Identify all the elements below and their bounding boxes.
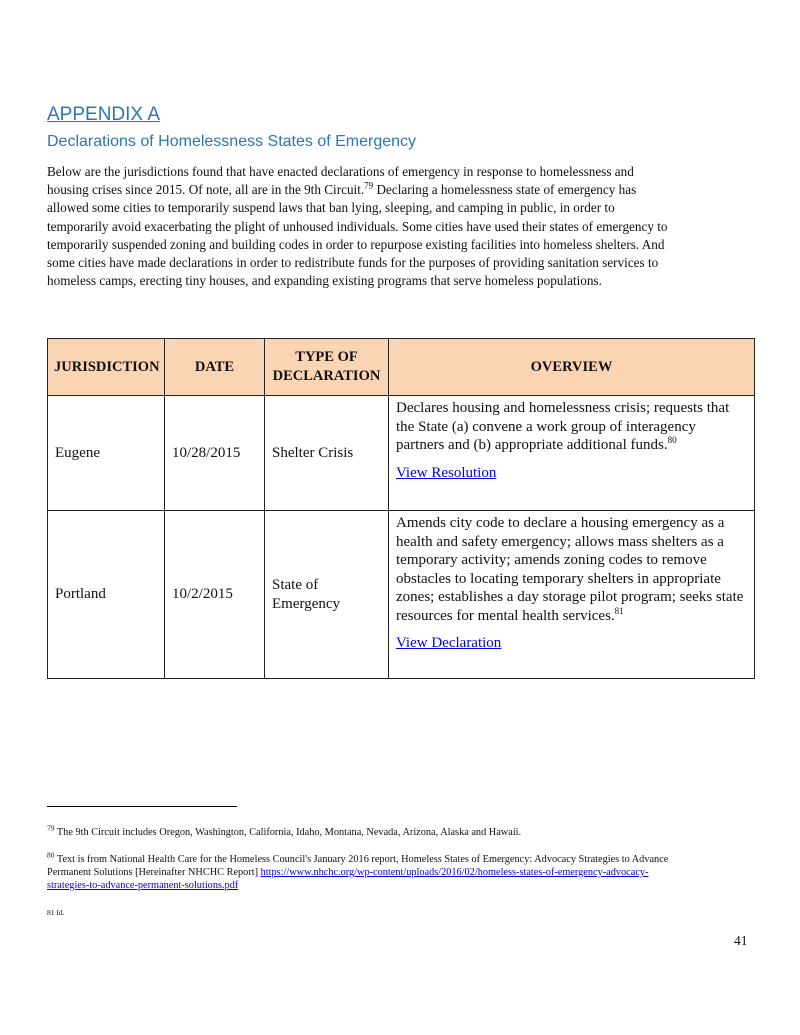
intro-text-before: Below are the jurisdictions found that have enacted declarations of emergency in response to homelessness and housing crises since 2015. Of note, all are in the 9th Circuit. [47, 164, 634, 198]
footnote-79-text: The 9th Circuit includes Oregon, Washington, California, Idaho, Montana, Nevada, Arizona, Alaska and Hawaii. [54, 827, 522, 838]
footnote-79-number: 79 [47, 823, 55, 833]
footnote-80 [47, 850, 687, 892]
cell-overview [389, 511, 755, 679]
intro-text-after: Declaring a homelessness state of emergency has allowed some cities to temporarily suspend laws that ban lying, sleeping, and camping in public, in order to temporarily avoid exacerbating the plight of unhoused individuals. Some cities have used their states of emergency to temporarily suspended zoning and building codes in order to repurpose existing facilities into homeless shelters. And some cities have made declarations in order to redistribute funds for the purposes of providing sanitation services to homeless camps, erecting tiny houses, and expanding existing programs that serve homeless populations. [47, 182, 668, 289]
cell-date: 10/28/2015 [165, 396, 265, 511]
cell-type: Shelter Crisis [265, 396, 389, 511]
intro-paragraph [47, 163, 677, 290]
appendix-heading: APPENDIX A [47, 104, 160, 125]
appendix-subheading: Declarations of Homelessness States of Emergency [47, 133, 417, 150]
header-date: DATE [165, 339, 265, 396]
declarations-table [47, 338, 755, 679]
footnote-divider [47, 806, 237, 807]
footnote-ref-80[interactable]: 80 [667, 435, 677, 445]
view-declaration-link[interactable]: View Declaration [396, 635, 502, 651]
table-row [48, 396, 755, 511]
footnote-80-number: 80 [47, 850, 55, 860]
nhchc-report-link[interactable]: https://www.nhchc.org/wp-content/uploads/2016/02/homeless-states-of-emergency-advocacy-strategies-to-advance-permanent-solutions.pdf [47, 867, 649, 891]
header-jurisdiction: JURISDICTION [48, 339, 165, 396]
page-number: 41 [734, 933, 748, 948]
cell-overview [389, 396, 755, 511]
table-header-row [48, 339, 755, 396]
overview-text [396, 514, 747, 625]
overview-body: Declares housing and homelessness crisis; requests that the State (a) convene a work group of interagency partners and (b) appropriate additional funds. [396, 400, 730, 453]
header-overview: OVERVIEW [389, 339, 755, 396]
footnote-81: 81 Id. [47, 908, 65, 917]
footnote-79 [47, 823, 687, 839]
table-row [48, 511, 755, 679]
cell-date: 10/2/2015 [165, 511, 265, 679]
overview-text [396, 399, 747, 455]
footnote-80-text: Text is from National Health Care for the Homeless Council's January 2016 report, Homeless States of Emergency: Advocacy Strategies to Advance Permanent Solutions [Hereinafter NHCHC Report] [47, 854, 669, 878]
overview-body: Amends city code to declare a housing emergency as a health and safety emergency; allows mass shelters as a temporary activity; amends zoning codes to remove obstacles to locating temporary shelters in appropriate zones; establishes a day storage pilot program; seeks state resources for mental health services. [396, 515, 744, 624]
view-resolution-link[interactable]: View Resolution [396, 464, 497, 481]
footnote-ref-79[interactable]: 79 [364, 180, 374, 191]
footnote-ref-81[interactable]: 81 [614, 605, 624, 616]
cell-jurisdiction: Eugene [48, 396, 165, 511]
cell-type: State of Emergency [265, 511, 389, 679]
cell-jurisdiction: Portland [48, 511, 165, 679]
header-type: TYPE OF DECLARATION [265, 339, 389, 396]
